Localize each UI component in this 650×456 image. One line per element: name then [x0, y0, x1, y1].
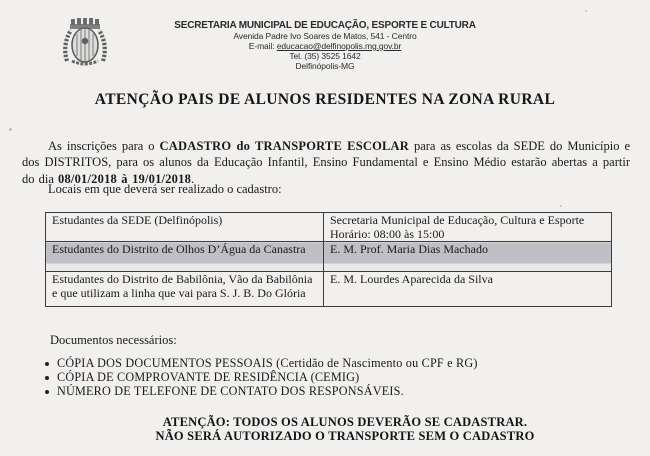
documents-label: Documentos necessários: — [50, 333, 177, 347]
table-row — [46, 213, 612, 242]
org-address: Avenida Padre Ivo Soares de Matos, 541 - Centro — [233, 31, 417, 41]
locations-label: Locais em que deverá ser realizado o cadastro: — [48, 182, 282, 196]
scan-speck — [560, 205, 562, 207]
cell-students-group: Estudantes do Distrito de Babilônia, Vão da Babilônia e que utilizam a linha que vai para S. J. B. Do Glória — [46, 272, 324, 307]
org-city: Delfinópolis-MG — [295, 61, 355, 71]
cell-students-group: Estudantes do Distrito de Olhos D’Água da Canastra — [46, 242, 324, 272]
intro-text: . — [191, 171, 195, 186]
cell-registration-place: E. M. Lourdes Aparecida da Silva — [324, 272, 612, 307]
warning-line-1: ATENÇÃO: TODOS OS ALUNOS DEVERÃO SE CADASTRAR. — [162, 415, 528, 429]
table-row — [46, 272, 612, 307]
intro-text: para as escolas da SEDE do Município e dos DISTRITOS, para os alunos da Educação Infantil, Ensino Fundamental e Ensino Médio estarão abertas a partir do dia — [22, 138, 630, 186]
email-label: E-mail: — [248, 41, 277, 51]
place-line-2: Horário: 08:00 às 15:00 — [330, 226, 445, 241]
list-item: NÚMERO DE TELEFONE DE CONTATO DOS RESPONSÁVEIS. — [44, 384, 478, 398]
list-item: CÓPIA DE COMPROVANTE DE RESIDÊNCIA (CEMIG) — [44, 370, 478, 384]
warning-notice — [40, 415, 650, 443]
intro-bold-registration: CADASTRO do TRANSPORTE ESCOLAR — [159, 138, 409, 153]
table-row — [46, 242, 612, 272]
place-line-1: Secretaria Municipal de Educação, Cultura e Esporte — [330, 213, 585, 227]
documents-list — [44, 356, 478, 398]
intro-text: As inscrições para o — [48, 138, 160, 153]
cell-students-group: Estudantes da SEDE (Delfinópolis) — [46, 213, 324, 242]
document-title: ATENÇÃO PAIS DE ALUNOS RESIDENTES NA ZONA RURAL — [94, 91, 556, 108]
email-link[interactable]: educacao@delfinopolis.mg.gov.br — [276, 41, 402, 51]
org-name: SECRETARIA MUNICIPAL DE EDUCAÇÃO, ESPORTE E CULTURA — [174, 20, 476, 31]
list-item: CÓPIA DOS DOCUMENTOS PESSOAIS (Certidão de Nascimento ou CPF e RG) — [44, 356, 478, 370]
registration-table — [45, 212, 612, 307]
warning-line-2: NÃO SERÁ AUTORIZADO O TRANSPORTE SEM O CADASTRO — [155, 429, 535, 443]
intro-paragraph — [22, 138, 630, 188]
letterhead — [0, 20, 650, 71]
cell-registration-place — [324, 213, 612, 242]
scan-speck — [9, 128, 12, 131]
intro-bold-dates: 08/01/2018 à 19/01/2018 — [58, 171, 192, 186]
scan-speck — [585, 10, 587, 12]
cell-registration-place: E. M. Prof. Maria Dias Machado — [324, 242, 612, 272]
org-email-line — [0, 41, 650, 51]
org-phone: Tel. (35) 3525 1642 — [289, 51, 361, 61]
